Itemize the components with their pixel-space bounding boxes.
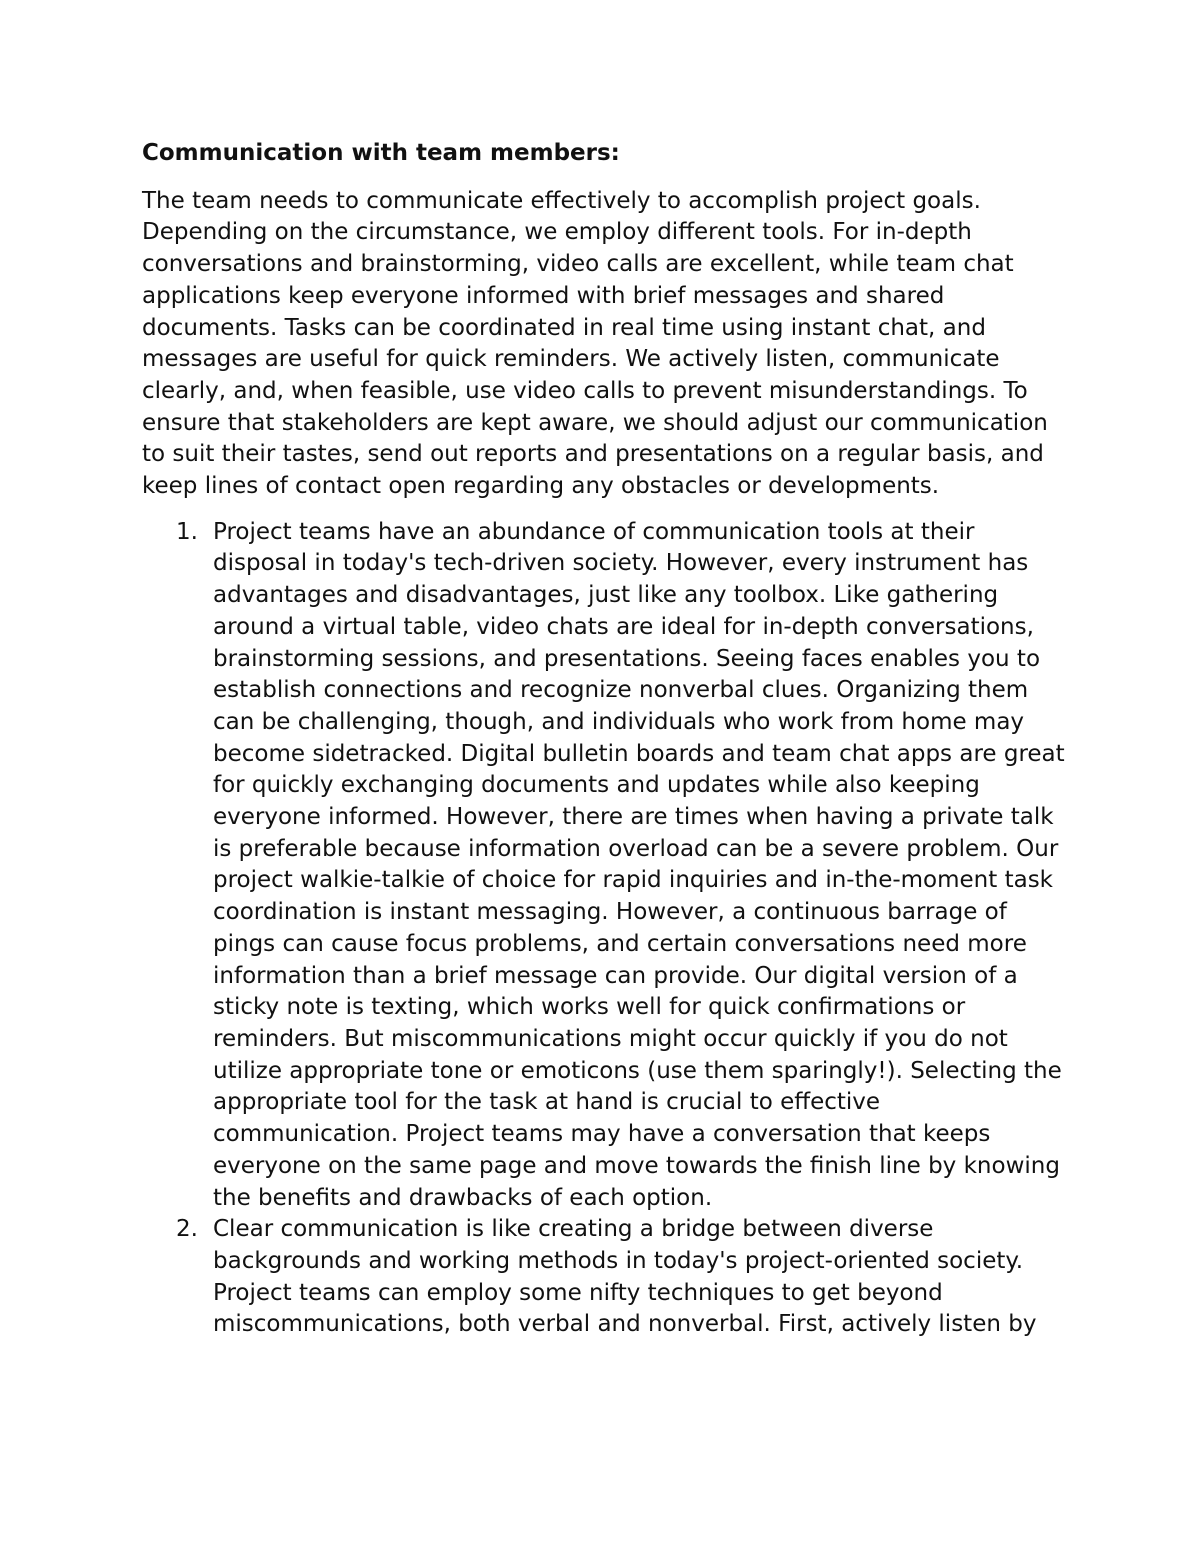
list-item-number: 2.: [176, 1216, 198, 1243]
numbered-list: [142, 517, 1072, 1341]
list-item: [142, 1214, 1072, 1341]
list-item: [142, 517, 1072, 1214]
list-item-number: 1.: [176, 518, 198, 545]
list-item-text: Clear communication is like creating a bridge between diverse backgrounds and working methods in today's project-oriented society. Project teams can employ some nifty techniques to get beyond miscommunications, both verbal and nonverbal. First, actively listen by: [213, 1216, 1037, 1338]
section-heading: Communication with team members:: [142, 140, 620, 166]
list-item-text: Project teams have an abundance of communication tools at their disposal in today's tech-driven society. However, every instrument has advantages and disadvantages, just like any toolbox. Like gathering around a virtual table, video chats are ideal for in-depth conversations, brainstorming sessions, and presentations. Seeing faces enables you to establish connections and recognize nonverbal clues. Organizing them can be challenging, though, and individuals who work from home may become sidetracked. Digital bulletin boards and team chat apps are great for quickly exchanging documents and updates while also keeping everyone informed. However, there are times when having a private talk is preferable because information overload can be a severe problem. Our project walkie-talkie of choice for rapid inquiries and in-the-moment task coordination is instant messaging. However, a continuous barrage of pings can cause focus problems, and certain conversations need more information than a brief message can provide. Our digital version of a sticky note is texting, which works well for quick confirmations or reminders. But miscommunications might occur quickly if you do not utilize appropriate tone or emoticons (use them sparingly!). Selecting the appropriate tool for the task at hand is crucial to effective communication. Project teams may have a conversation that keeps everyone on the same page and move towards the finish line by knowing the benefits and drawbacks of each option.: [213, 518, 1065, 1211]
intro-paragraph: The team needs to communicate effectively to accomplish project goals. Depending on the circumstance, we employ different tools. For in-depth conversations and brainstorming, video calls are excellent, while team chat applications keep everyone informed with brief messages and shared documents. Tasks can be coordinated in real time using instant chat, and messages are useful for quick reminders. We actively listen, communicate clearly, and, when feasible, use video calls to prevent misunderstandings. To ensure that stakeholders are kept aware, we should adjust our communication to suit their tastes, send out reports and presentations on a regular basis, and keep lines of contact open regarding any obstacles or developments.: [142, 187, 1048, 500]
document-page: [142, 138, 1072, 1341]
